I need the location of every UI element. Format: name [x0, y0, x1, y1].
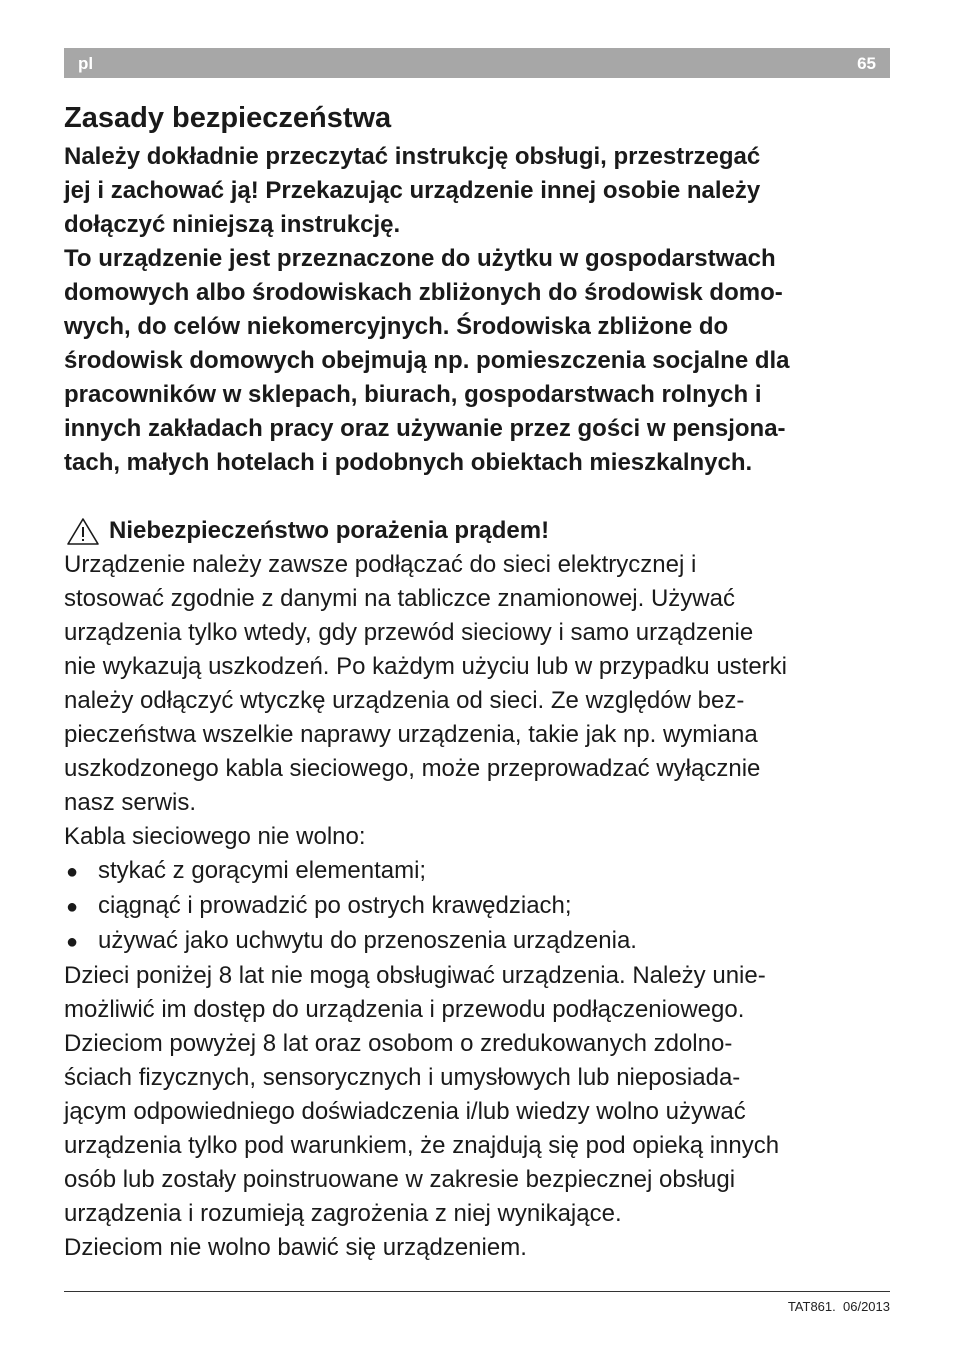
language-code: pl	[78, 54, 94, 73]
intro-section	[64, 140, 894, 480]
warning-line: Dzieciom powyżej 8 lat oraz osobom o zredukowanych zdolno-	[64, 1030, 733, 1057]
footer-date: 06/2013	[843, 1299, 890, 1314]
footer-model: TAT861.	[787, 1299, 836, 1314]
list-item	[64, 854, 894, 889]
warning-line: urządzenia i rozumieją zagrożenia z niej wynikające.	[64, 1200, 622, 1227]
warning-line: jącym odpowiedniego doświadczenia i/lub wiedzy wolno używać	[64, 1098, 746, 1125]
intro-line: To urządzenie jest przeznaczone do użytku w gospodarstwach	[64, 245, 776, 272]
bullet-icon: ●	[66, 896, 79, 918]
page-header-bar	[64, 48, 890, 78]
warning-line: Urządzenie należy zawsze podłączać do sieci elektrycznej i	[64, 551, 697, 578]
warning-line: nasz serwis.	[64, 789, 197, 816]
warning-line: urządzenia tylko wtedy, gdy przewód sieciowy i samo urządzenie	[64, 619, 754, 646]
page-content	[64, 96, 894, 1265]
warning-line: pieczeństwa wszelkie naprawy urządzenia, takie jak np. wymiana	[64, 721, 758, 748]
list-item	[64, 924, 894, 959]
intro-line: pracowników w sklepach, biurach, gospodarstwach rolnych i	[64, 381, 762, 408]
page-number: 65	[857, 54, 876, 73]
warning-section	[64, 514, 894, 1265]
warning-line: Kabla sieciowego nie wolno:	[64, 823, 366, 850]
list-item-text: stykać z gorącymi elementami;	[98, 857, 427, 884]
footer	[788, 1299, 890, 1314]
warning-heading-row	[64, 514, 894, 548]
intro-line: tach, małych hotelach i podobnych obiektach mieszkalnych.	[64, 449, 753, 476]
bullet-icon: ●	[66, 931, 79, 953]
page-title: Zasady bezpieczeństwa	[64, 102, 392, 134]
intro-line: jej i zachować ją! Przekazując urządzenie innej osobie należy	[64, 177, 761, 204]
intro-line: dołączyć niniejszą instrukcję.	[64, 211, 401, 238]
list-item	[64, 889, 894, 924]
warning-line: ściach fizycznych, sensorycznych i umysłowych lub nieposiada-	[64, 1064, 741, 1091]
intro-line: Należy dokładnie przeczytać instrukcję obsługi, przestrzegać	[64, 143, 761, 170]
footer-divider	[64, 1291, 890, 1292]
warning-line: nie wykazują uszkodzeń. Po każdym użyciu lub w przypadku usterki	[64, 653, 787, 680]
warning-line: Dzieci poniżej 8 lat nie mogą obsługiwać urządzenia. Należy unie-	[64, 962, 766, 989]
bullet-icon: ●	[66, 861, 79, 883]
list-item-text: używać jako uchwytu do przenoszenia urządzenia.	[98, 927, 637, 954]
intro-line: środowisk domowych obejmują np. pomieszczenia socjalne dla	[64, 347, 790, 374]
warning-line: Dzieciom nie wolno bawić się urządzeniem.	[64, 1234, 527, 1261]
list-item-text: ciągnąć i prowadzić po ostrych krawędziach;	[98, 892, 572, 919]
warning-line: należy odłączyć wtyczkę urządzenia od sieci. Ze względów bez-	[64, 687, 745, 714]
intro-line: innych zakładach pracy oraz używanie przez gości w pensjona-	[64, 415, 786, 442]
warning-line: osób lub zostały poinstruowane w zakresie bezpiecznej obsługi	[64, 1166, 736, 1193]
warning-line: stosować zgodnie z danymi na tabliczce znamionowej. Używać	[64, 585, 735, 612]
intro-line: wych, do celów niekomercyjnych. Środowiska zbliżone do	[64, 313, 729, 340]
section-gap	[64, 480, 894, 514]
warning-line: urządzenia tylko pod warunkiem, że znajdują się pod opieką innych	[64, 1132, 780, 1159]
warning-heading: Niebezpieczeństwo porażenia prądem!	[109, 517, 550, 544]
intro-line: domowych albo środowiskach zbliżonych do środowisk domo-	[64, 279, 783, 306]
warning-triangle-icon	[66, 516, 100, 546]
warning-line: uszkodzonego kabla sieciowego, może przeprowadzać wyłącznie	[64, 755, 761, 782]
warning-line: możliwić im dostęp do urządzenia i przewodu podłączeniowego.	[64, 996, 745, 1023]
